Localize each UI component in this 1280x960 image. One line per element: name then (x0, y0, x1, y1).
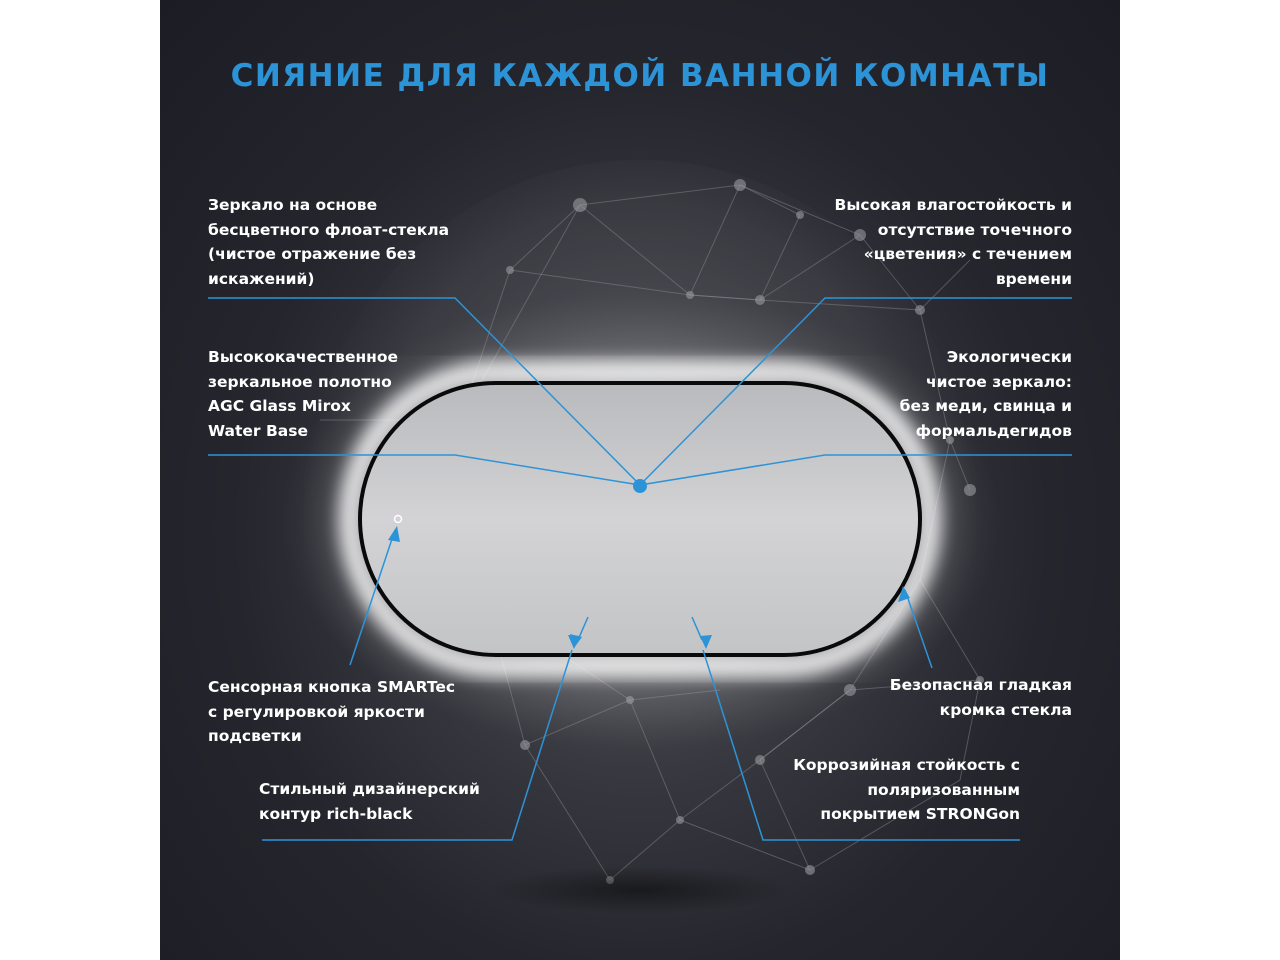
feature-line: «цветения» с течением (863, 245, 1072, 263)
feature-line: Water Base (208, 421, 308, 440)
feature-line: поляризованным (867, 780, 1020, 799)
feature-line: искажений) (208, 269, 315, 288)
feature-line: AGC Glass Mirox (208, 397, 351, 415)
feature-line: зеркальное полотно (208, 372, 392, 391)
feature-line: кромка стекла (939, 700, 1072, 719)
center-point (633, 479, 647, 493)
feature-moisture-resistance (835, 193, 1072, 291)
floor-shadow (490, 866, 790, 914)
feature-line: Сенсорная кнопка SMARTec (208, 678, 456, 696)
feature-line: Безопасная гладкая (889, 676, 1072, 694)
feature-touch-sensor (208, 675, 455, 749)
feature-line: чистое зеркало: (925, 372, 1072, 391)
feature-line: времени (995, 269, 1072, 288)
feature-float-glass (208, 193, 449, 291)
feature-line: Высокая влагостойкость и (834, 196, 1072, 214)
feature-line: контур rich-black (259, 804, 413, 823)
feature-agc-glass (208, 345, 398, 443)
feature-line: без меди, свинца и (899, 397, 1072, 415)
feature-rich-black-contour (259, 777, 480, 826)
feature-line: с регулировкой яркости (208, 702, 425, 721)
feature-line: формальдегидов (915, 421, 1072, 440)
feature-line: отсутствие точечного (877, 220, 1072, 239)
feature-line: Стильный дизайнерский (259, 780, 480, 798)
feature-line: Экологически (946, 348, 1072, 366)
page-title: СИЯНИЕ ДЛЯ КАЖДОЙ ВАННОЙ КОМНАТЫ (230, 58, 1050, 94)
feature-line: Зеркало на основе (208, 196, 378, 214)
feature-line: подсветки (208, 727, 302, 745)
infographic-canvas (160, 0, 1120, 960)
feature-line: Коррозийная стойкость с (793, 756, 1020, 774)
feature-line: покрытием STRONGon (820, 805, 1020, 823)
oval-mirror (360, 383, 920, 655)
feature-smooth-edge (890, 673, 1072, 722)
feature-line: Высококачественное (208, 348, 399, 366)
feature-line: бесцветного флоат-стекла (208, 220, 450, 239)
feature-eco-mirror (900, 345, 1072, 443)
feature-line: (чистое отражение без (208, 245, 417, 263)
feature-corrosion-resistance (793, 753, 1020, 827)
